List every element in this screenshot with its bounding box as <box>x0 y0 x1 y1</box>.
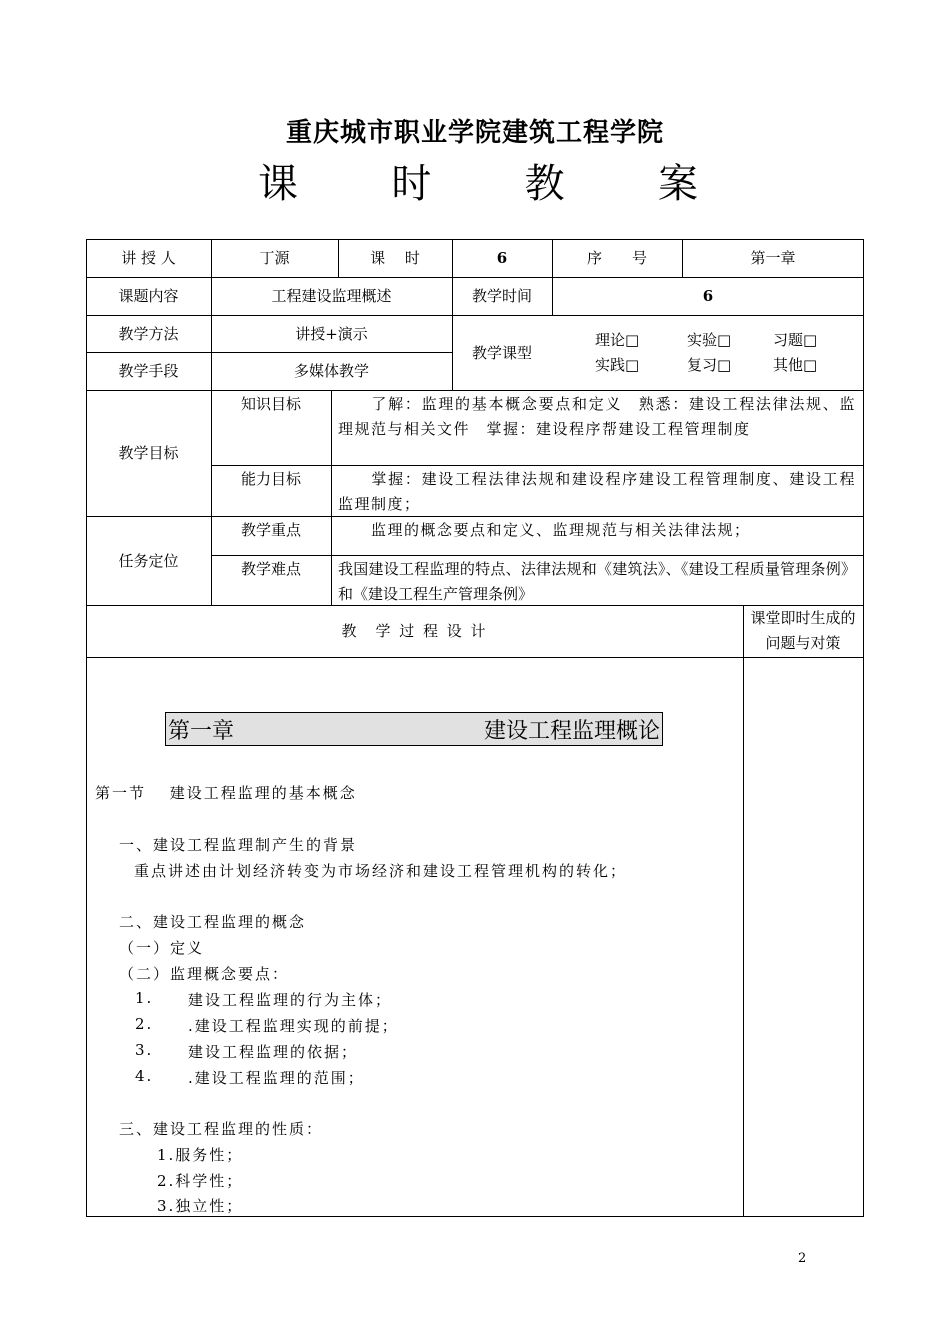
lecturer-value: 丁源 <box>259 249 290 267</box>
definition-subheading: （一）定义 <box>119 939 205 957</box>
document-title-char: 教 <box>524 161 565 207</box>
sequence-value: 第一章 <box>750 249 796 267</box>
lesson-type-option: 实验□ <box>687 331 732 349</box>
task-positioning-label: 任务定位 <box>118 551 179 570</box>
issues-countermeasures-label: 课堂即时生成的问题与对策 <box>750 609 856 652</box>
background-heading: 一、建设工程监理制产生的背景 <box>119 836 358 854</box>
list-item: 建设工程监理的行为主体； <box>188 991 393 1009</box>
section-heading: 第一节 建设工程监理的基本概念 <box>95 784 357 802</box>
background-text: 重点讲述由计划经济转变为市场经济和建设工程管理机构的转化； <box>134 862 628 880</box>
concept-points-subheading: （二）监理概念要点： <box>119 965 290 983</box>
difficulties-text: 我国建设工程监理的特点、法律法规和《建筑法》、《建设工程质量管理条例》和《建设工程生产管理条例》 <box>338 560 856 603</box>
lesson-type-option: 其他□ <box>773 356 818 374</box>
ability-objective-text: 掌握：建设工程法律法规和建设程序建设工程管理制度、建设工程监理制度； <box>338 470 856 513</box>
chapter-title: 建设工程监理概论 <box>483 718 660 744</box>
key-points-text: 监理的概念要点和定义、监理规范与相关法律法规； <box>338 521 751 539</box>
document-title-char: 时 <box>391 161 432 207</box>
document-title <box>258 152 698 208</box>
teaching-time-label: 教学时间 <box>471 287 532 305</box>
nature-item: 3.独立性； <box>157 1197 244 1215</box>
process-design-label: 教 学 过 程 设 计 <box>341 622 488 640</box>
page-number: 2 <box>798 1251 807 1266</box>
lesson-type-option: 复习□ <box>687 356 732 374</box>
list-number: 2. <box>135 1015 154 1033</box>
table-rule <box>331 390 332 605</box>
teaching-time-value: 6 <box>702 287 714 305</box>
lesson-type-label: 教学课型 <box>471 343 532 362</box>
chapter-number: 第一章 <box>168 718 235 744</box>
list-number: 3. <box>135 1041 154 1059</box>
lesson-type-option: 理论□ <box>595 331 640 349</box>
objectives-label: 教学目标 <box>118 444 179 462</box>
lesson-type-option: 习题□ <box>773 331 818 349</box>
knowledge-objective-label: 知识目标 <box>240 395 301 413</box>
table-rule <box>863 239 864 1217</box>
nature-item: 2.科学性； <box>157 1172 244 1190</box>
topic-value: 工程建设监理概述 <box>271 287 392 305</box>
sequence-label: 序 号 <box>586 249 647 267</box>
method-value: 讲授+演示 <box>295 324 368 343</box>
lecturer-label: 讲 授 人 <box>121 249 176 267</box>
lesson-type-option: 实践□ <box>595 356 640 374</box>
difficulties-label: 教学难点 <box>240 560 301 578</box>
list-number: 4. <box>135 1067 154 1085</box>
list-item: 建设工程监理的依据； <box>188 1043 359 1061</box>
means-value: 多媒体教学 <box>293 362 369 380</box>
lesson-plan-table <box>86 239 864 1217</box>
knowledge-objective-text: 了解：监理的基本概念要点和定义 熟悉：建设工程法律法规、监理规范与相关文件 掌握：建设程序帮建设工程管理制度 <box>338 395 856 438</box>
means-label: 教学手段 <box>118 362 179 380</box>
concept-heading: 二、建设工程监理的概念 <box>119 913 307 931</box>
hours-value: 6 <box>496 249 508 267</box>
document-title-char: 案 <box>657 161 698 207</box>
key-points-label: 教学重点 <box>240 521 301 539</box>
hours-label: 课 时 <box>370 249 420 267</box>
list-item: .建设工程监理的范围； <box>188 1069 365 1087</box>
lesson-type-options <box>595 328 853 378</box>
nature-item: 1.服务性； <box>157 1146 244 1164</box>
method-label: 教学方法 <box>118 324 179 343</box>
list-item: .建设工程监理实现的前提； <box>188 1017 399 1035</box>
list-number: 1. <box>135 989 154 1007</box>
table-rule <box>743 605 744 1217</box>
chapter-heading-box <box>165 712 663 746</box>
institution-title: 重庆城市职业学院建筑工程学院 <box>285 118 664 148</box>
document-title-char: 课 <box>258 161 298 207</box>
nature-heading: 三、建设工程监理的性质： <box>119 1120 324 1138</box>
table-rule <box>86 1216 864 1217</box>
ability-objective-label: 能力目标 <box>240 470 301 488</box>
table-rule <box>86 657 864 658</box>
topic-label: 课题内容 <box>118 287 179 305</box>
